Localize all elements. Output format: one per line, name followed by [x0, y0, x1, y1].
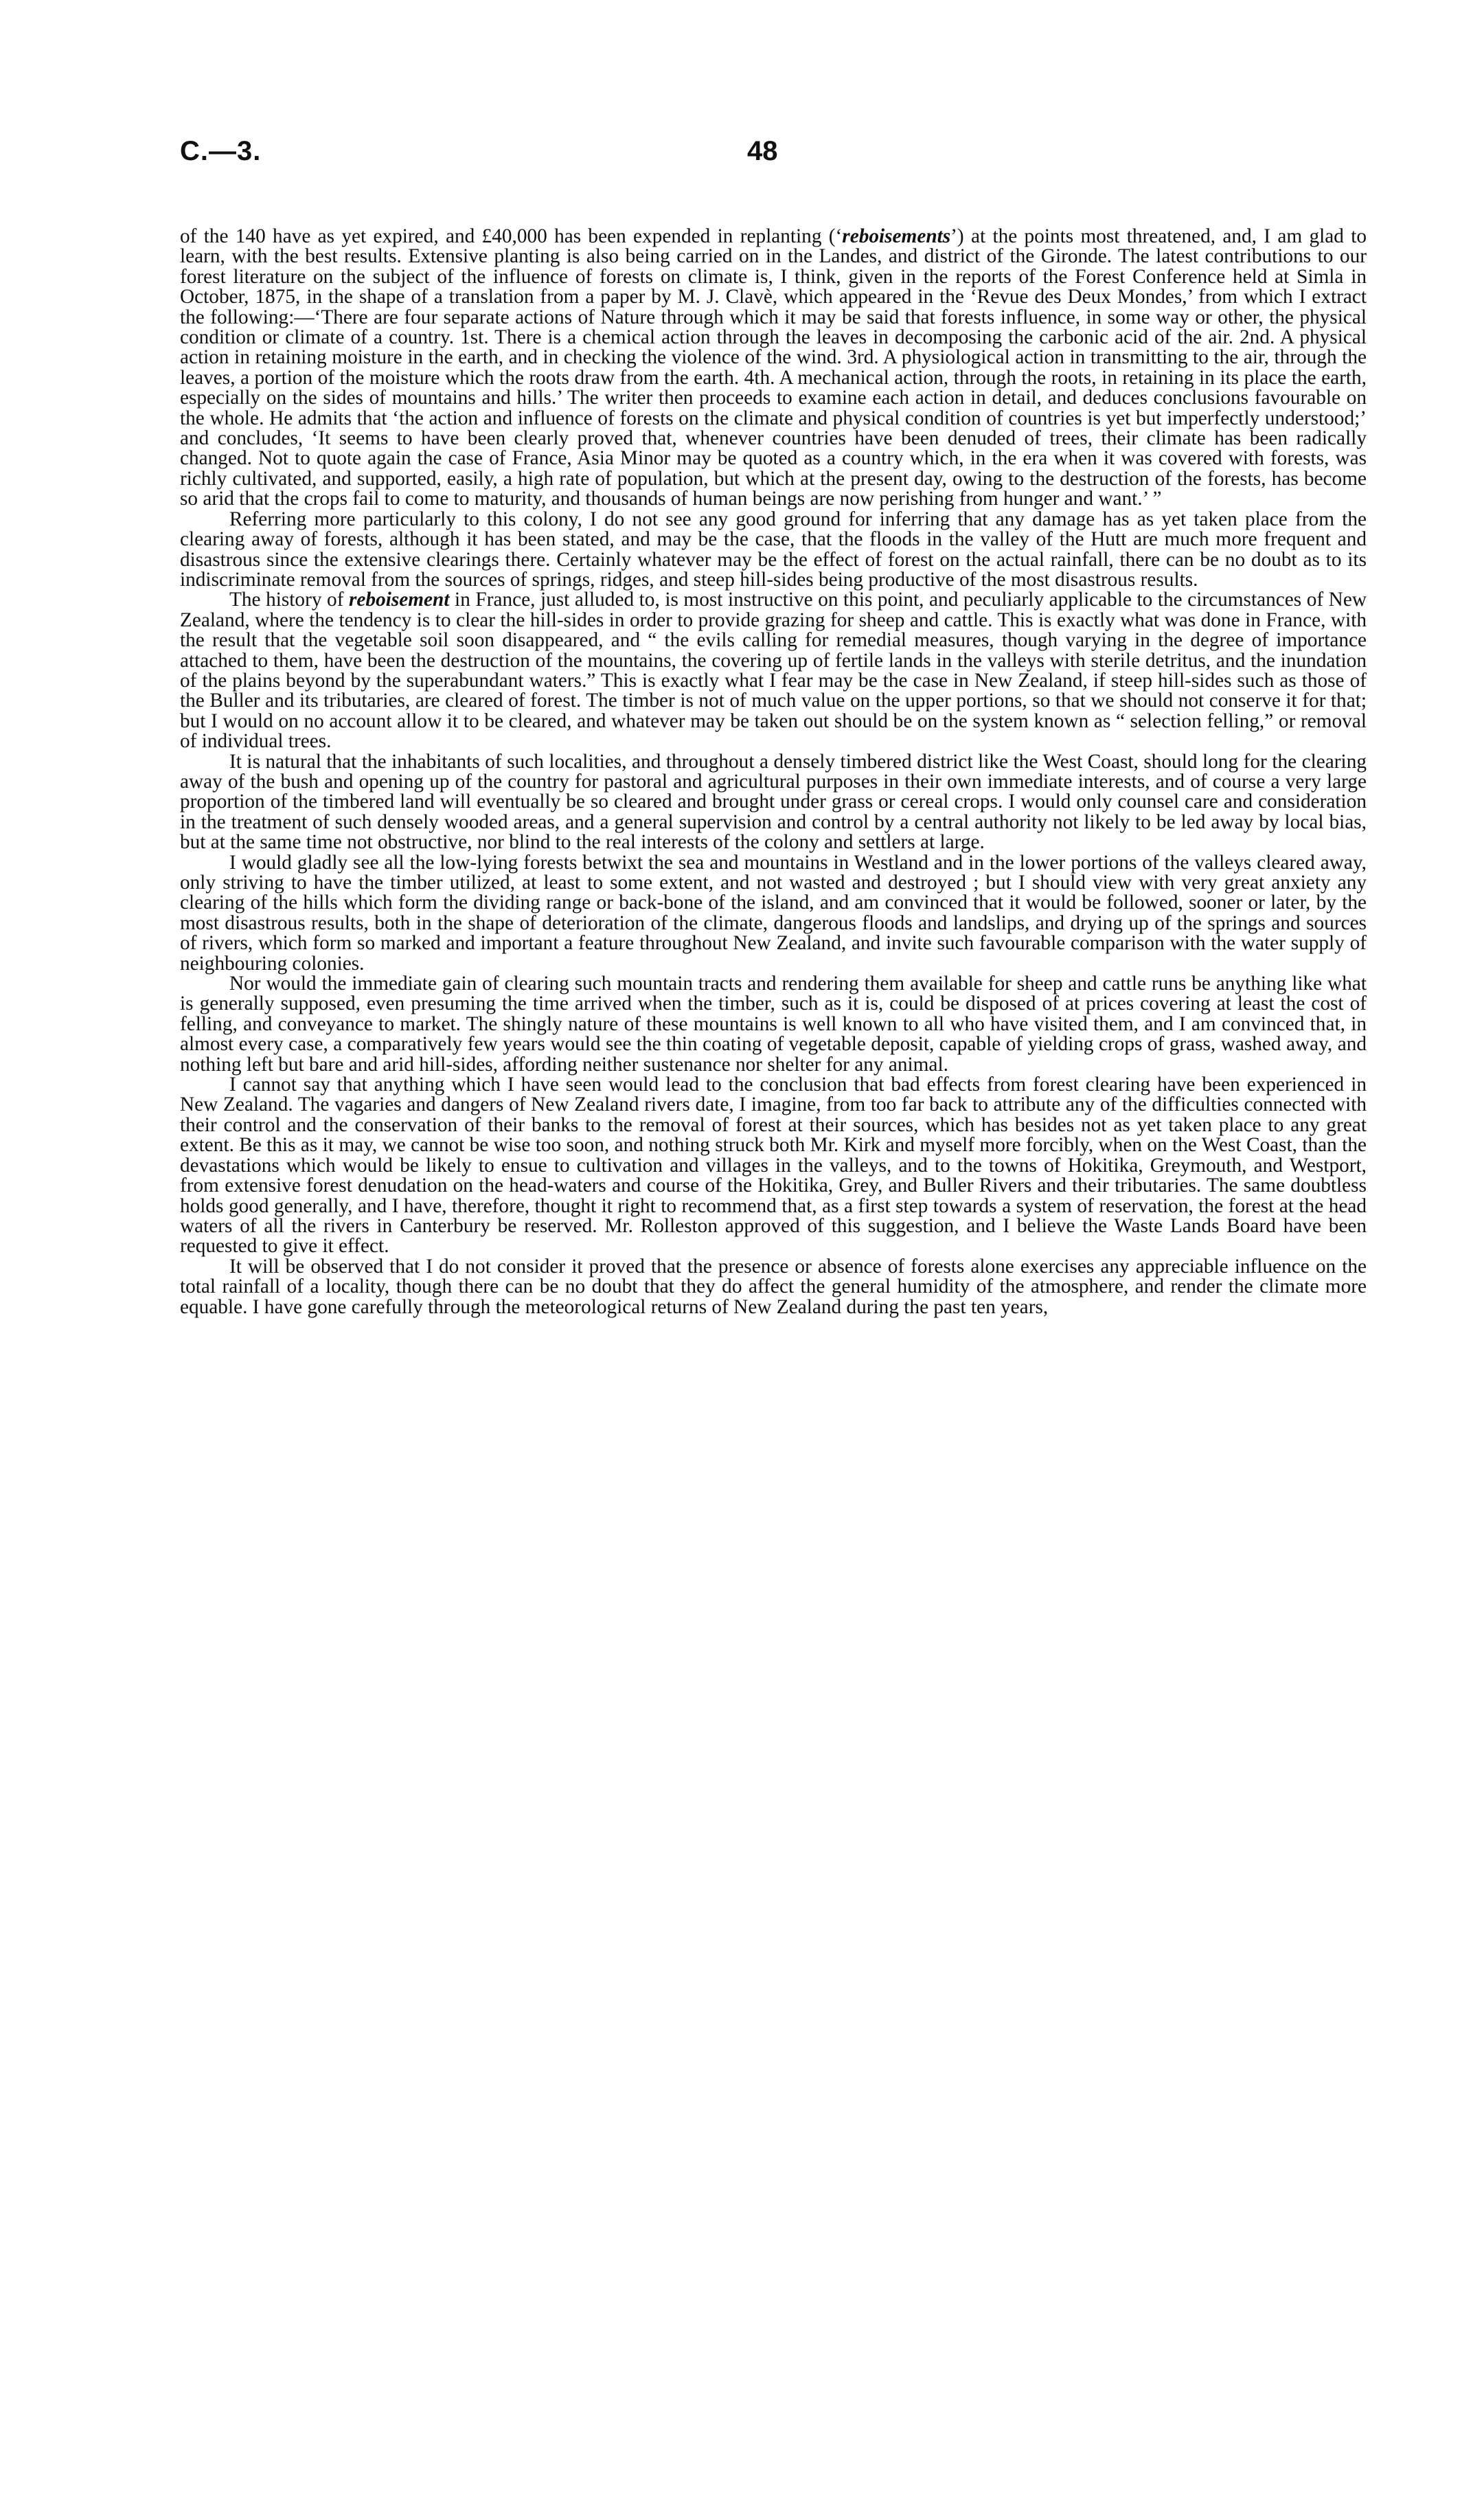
text-segment: in France, just alluded to, is most instructive on this point, and peculiarly applicable to the circumstances of New Zealand, where the tendency is to clear the hill-sides in order to provide grazing for sheep and cattle. This is exactly what was done in France, with the result that the vegetable soil soon disappeared, and “ the evils calling for remedial measures, though varying in the degree of importance attached to them, have been the destruction of the mountains, the covering up of fertile lands in the valleys with sterile detritus, and the inundation of the plains beyond by the superabundant waters.” This is exactly what I fear may be the case in New Zealand, if steep hill-sides such as those of the Buller and its tributaries, are cleared of forest. The timber is not of much value on the upper portions, so that we should not conserve it for that; but I would on no account allow it to be cleared, and whatever may be taken out should be on the system known as “ selection felling,” or removal of individual trees. — [180, 589, 1367, 753]
paragraph — [180, 227, 1367, 510]
text-segment: I would gladly see all the low-lying forests betwixt the sea and mountains in Westland and in the lower portions of the valleys cleared away, only striving to have the timber utilized, at least to some extent, and not wasted and destroyed ; but I should view with very great anxiety any clearing of the hills which form the dividing range or back-bone of the island, and am convinced that it would be followed, sooner or later, by the most disastrous results, both in the shape of deterioration of the climate, dangerous floods and landslips, and drying up of the springs and sources of rivers, which form so marked and important a feature throughout New Zealand, and invite such favourable comparison with the water supply of neighbouring colonies. — [180, 851, 1367, 975]
paragraph — [180, 853, 1367, 974]
paragraph — [180, 752, 1367, 853]
text-segment: It will be observed that I do not consider it proved that the presence or absence of forests alone exercises any appreciable influence on the total rainfall of a locality, though there can be no doubt that they do affect the general humidity of the atmosphere, and render the climate more equable. I have gone carefully through the meteorological returns of New Zealand during the past ten years, — [180, 1255, 1367, 1318]
text-segment: I cannot say that anything which I have seen would lead to the conclusion that bad effects from forest clearing have been experienced in New Zealand. The vagaries and dangers of New Zealand rivers date, I imagine, from too far back to attribute any of the difficulties connected with their control and the conservation of their banks to the removal of forest at their sources, which has besides not as yet taken place to any great extent. Be this as it may, we cannot be wise too soon, and nothing struck both Mr. Kirk and myself more forcibly, when on the West Coast, than the devastations which would be likely to ensue to cultivation and villages in the valleys, and to the towns of Hokitika, Greymouth, and Westport, from extensive forest denudation on the head-waters and course of the Hokitika, Grey, and Buller Rivers and their tributaries. The same doubtless holds good generally, and I have, therefore, thought it right to recommend that, as a first step towards a system of reservation, the forest at the head waters of all the rivers in Canterbury be reserved. Mr. Rolleston approved of this suggestion, and I believe the Waste Lands Board have been requested to give it effect. — [180, 1074, 1367, 1258]
paragraph — [180, 590, 1367, 751]
page-header — [180, 136, 1367, 177]
text-segment: ’) at the points most threatened, and, I am glad to learn, with the best results. Extensive planting is also being carried on in the Landes, and district of the Gironde. The latest contributions to our forest literature on the subject of the influence of forests on climate is, I think, given in the reports of the Forest Conference held at Simla in October, 1875, in the shape of a translation from a paper by M. J. Clavè, which appeared in the ‘Revue des Deux Mondes,’ from which I extract the following:—‘There are four separate actions of Nature through which it may be said that forests influence, in some way or other, the physical condition or climate of a country. 1st. There is a chemical action through the leaves in decomposing the carbonic acid of the air. 2nd. A physical action in retaining moisture in the earth, and in checking the violence of the wind. 3rd. A physiological action in transmitting to the air, through the leaves, a portion of the moisture which the roots draw from the earth. 4th. A mechanical action, through the roots, in retaining in its place the earth, especially on the sides of mountains and hills.’ The writer then proceeds to examine each action in detail, and deduces conclusions favourable on the whole. He admits that ‘the action and influence of forests on the climate and physical condition of countries is yet but imperfectly understood;’ and concludes, ‘It seems to have been clearly proved that, whenever countries have been denuded of trees, their climate has been radically changed. Not to quote again the case of France, Asia Minor may be quoted as a country which, in the era when it was covered with forests, was richly cultivated, and supported, easily, a high rate of population, but which at the present day, owing to the destruction of the forests, has become so arid that the crops fail to come to maturity, and thousands of human beings are now perishing from hunger and want.’ ” — [180, 225, 1367, 510]
text-segment: The history of — [229, 589, 350, 611]
paragraph — [180, 510, 1367, 591]
italic-term: reboisements — [842, 225, 951, 247]
text-segment: Referring more particularly to this colony, I do not see any good ground for inferring that any damage has as yet taken place from the clearing away of forests, although it has been stated, and may be the case, that the floods in the valley of the Hutt are much more frequent and disastrous since the extensive clearings there. Certainly whatever may be the effect of forest on the actual rainfall, there can be no doubt as to its indiscriminate removal from the sources of springs, ridges, and steep hill-sides being productive of the most disastrous results. — [180, 508, 1367, 591]
paragraph — [180, 974, 1367, 1075]
body-text — [180, 227, 1367, 1317]
text-segment: It is natural that the inhabitants of such localities, and throughout a densely timbered district like the West Coast, should long for the clearing away of the bush and opening up of the country for pastoral and agricultural purposes in their own immediate interests, and of course a very large proportion of the timbered land will eventually be so cleared and brought under grass or cereal crops. I would only counsel care and consideration in the treatment of such densely wooded areas, and a general supervision and control by a central authority not likely to be led away by local bias, but at the same time not obstructive, nor blind to the real interests of the colony and settlers at large. — [180, 750, 1367, 854]
text-segment: of the 140 have as yet expired, and £40,000 has been expended in replanting (‘ — [180, 225, 843, 247]
page-number: 48 — [747, 136, 778, 166]
document-reference: C.—3. — [180, 136, 262, 166]
text-segment: Nor would the immediate gain of clearing such mountain tracts and rendering them available for sheep and cattle runs be anything like what is generally supposed, even presuming the time arrived when the timber, such as it is, could be disposed of at prices covering at least the cost of felling, and conveyance to market. The shingly nature of these mountains is well known to all who have visited them, and I am convinced that, in almost every case, a comparatively few years would see the thin coating of vegetable deposit, capable of yielding crops of grass, washed away, and nothing left but bare and arid hill-sides, affording neither sustenance nor shelter for any animal. — [180, 973, 1367, 1076]
paragraph — [180, 1257, 1367, 1317]
paragraph — [180, 1075, 1367, 1257]
italic-term: reboisement — [349, 589, 450, 611]
